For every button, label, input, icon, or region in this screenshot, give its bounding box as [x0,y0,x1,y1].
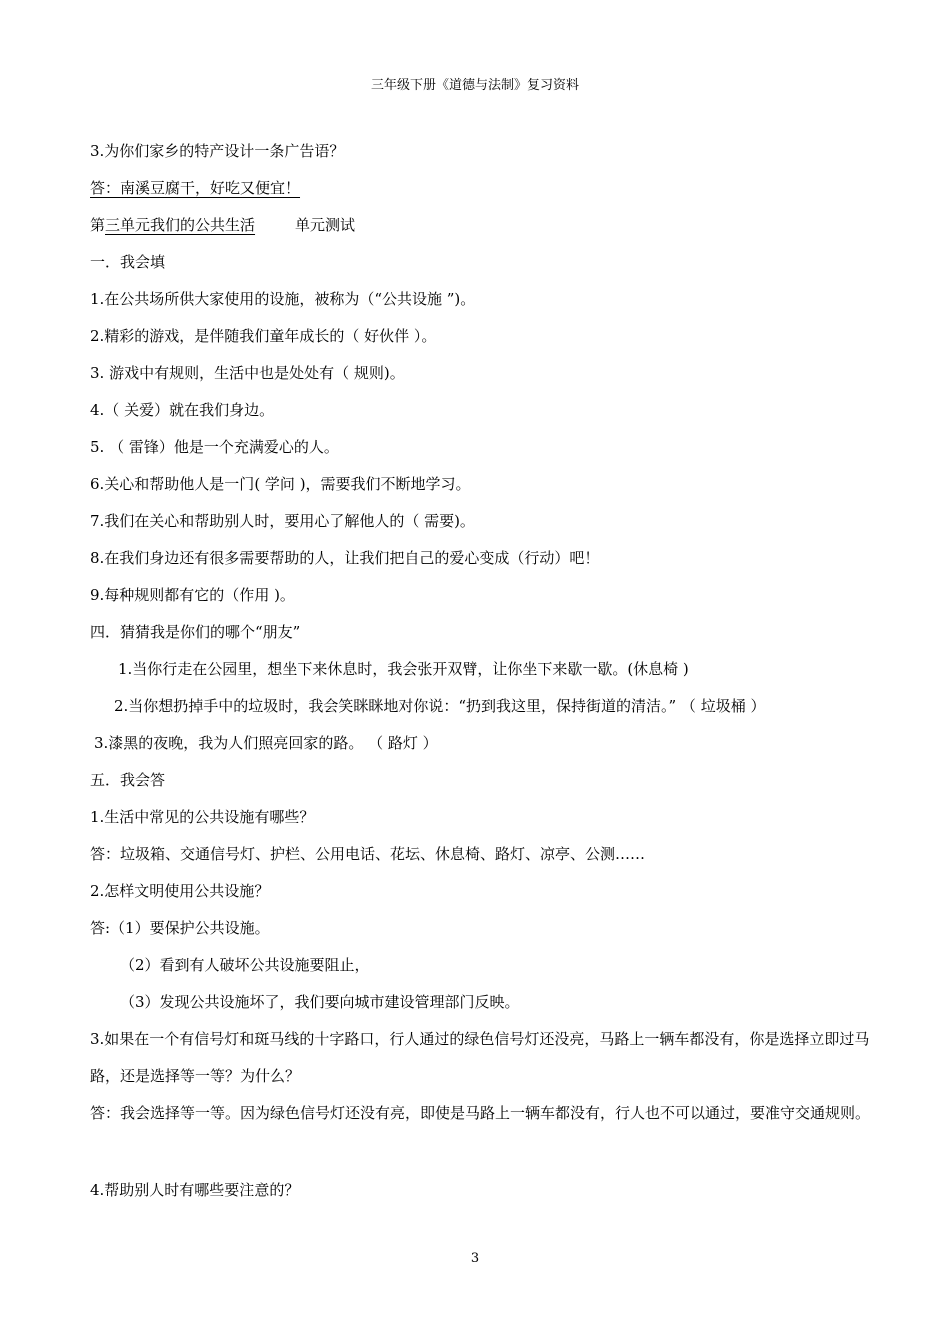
fill-item: 6.关心和帮助他人是一门( 学问 )，需要我们不断地学习。 [90,475,471,493]
answer-line: 答:（1）要保护公共设施。 [90,919,270,937]
fill-item: 1.在公共场所供大家使用的设施，被称为（“公共设施 ”)。 [90,290,476,308]
answer-line: （2）看到有人破坏公共设施要阻止， [120,956,370,974]
answer-line: （3）发现公共设施坏了，我们要向城市建设管理部门反映。 [120,993,520,1011]
question-line: 4.帮助别人时有哪些要注意的？ [90,1181,300,1199]
fill-item: 3. 游戏中有规则，生活中也是处处有（ 规则)。 [90,364,405,382]
unit-title-underlined: 三单元我们的公共生活 [105,216,256,234]
question-line: 2.怎样文明使用公共设施？ [90,882,270,900]
document-body [90,133,870,1209]
guess-item: 3.漆黑的夜晚，我为人们照亮回家的路。 （ 路灯 ） [94,734,438,752]
fill-item: 5. （ 雷锋）他是一个充满爱心的人。 [90,438,339,456]
guess-item: 2.当你想扔掉手中的垃圾时，我会笑眯眯地对你说：“扔到我这里，保持街道的清洁。” （ 垃圾桶 ） [114,697,766,715]
answer-line: 答：垃圾箱、交通信号灯、护栏、公用电话、花坛、休息椅、路灯、凉亭、公测…… [90,845,646,863]
page-number: 3 [470,1251,480,1266]
question-line: 3.为你们家乡的特产设计一条广告语？ [90,142,345,160]
question-line: 1.生活中常见的公共设施有哪些？ [90,808,315,826]
fill-item: 8.在我们身边还有很多需要帮助的人，让我们把自己的爱心变成（行动）吧！ [90,549,600,567]
guess-item: 1.当你行走在公园里，想坐下来休息时，我会张开双臂，让你坐下来歇一歇。(休息椅 ) [118,660,689,678]
question-paragraph: 3.如果在一个有信号灯和斑马线的十字路口，行人通过的绿色信号灯还没亮，马路上一辆车都没有，你是选择立即过马路，还是选择等一等？为什么？ [90,1030,870,1085]
unit-title [90,207,870,244]
section-heading: 一．我会填 [90,253,166,271]
unit-title-prefix: 第 [90,216,106,234]
answer-line [90,170,870,207]
section-heading: 四．猜猜我是你们的哪个“朋友” [90,623,301,641]
unit-test-label: 单元测试 [295,216,356,234]
fill-item: 7.我们在关心和帮助别人时，要用心了解他人的（ 需要)。 [90,512,475,530]
fill-item: 9.每种规则都有它的（作用 )。 [90,586,295,604]
fill-item: 4.（ 关爱）就在我们身边。 [90,401,275,419]
page-header: 三年级下册《道德与法制》复习资料 [370,78,579,93]
answer-paragraph: 答：我会选择等一等。因为绿色信号灯还没有亮，即使是马路上一辆车都没有，行人也不可以通过，要准守交通规则。 [90,1104,871,1122]
fill-item: 2.精彩的游戏，是伴随我们童年成长的（ 好伙伴 ）。 [90,327,437,345]
section-heading: 五．我会答 [90,771,166,789]
answer-underlined: 答：南溪豆腐干，好吃又便宜！ [90,179,301,197]
